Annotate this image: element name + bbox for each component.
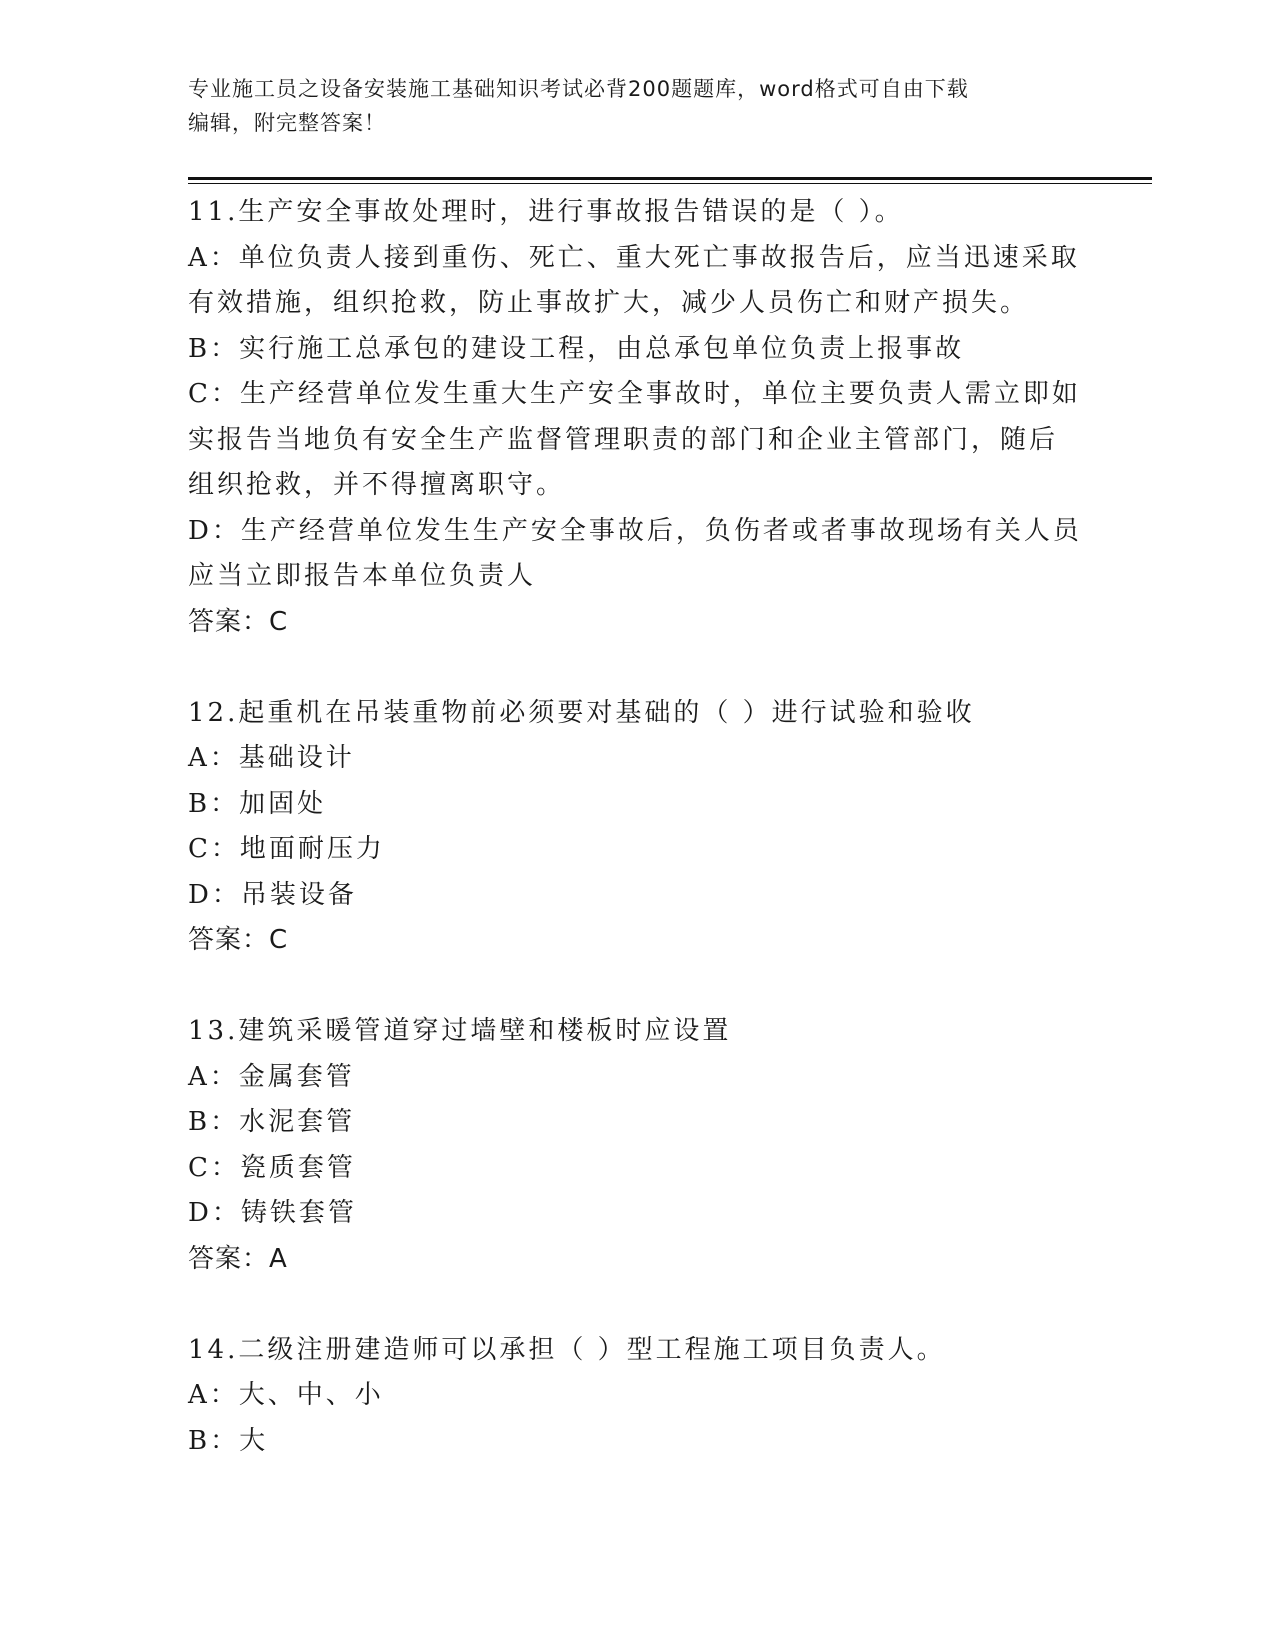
answer: 答案：C — [188, 606, 289, 637]
question-stem: 12.起重机在吊装重物前必须要对基础的（ ）进行试验和验收 — [188, 697, 975, 728]
question-11 — [188, 190, 1088, 645]
option-b: B：实行施工总承包的建设工程，由总承包单位负责上报事故 — [188, 333, 965, 364]
option-c-line-3: 组织抢救，并不得擅离职守。 — [188, 470, 566, 500]
question-13 — [188, 1009, 1088, 1282]
answer: 答案：C — [188, 925, 289, 955]
question-list — [188, 190, 1088, 1510]
answer: 答案：A — [188, 1243, 288, 1274]
option-a: A：大、中、小 — [188, 1380, 384, 1410]
question-stem: 13.建筑采暖管道穿过墙壁和楼板时应设置 — [188, 1016, 732, 1046]
option-c: C：地面耐压力 — [188, 834, 385, 864]
option-a-line-2: 有效措施，组织抢救，防止事故扩大，减少人员伤亡和财产损失。 — [188, 288, 1030, 318]
option-a: A：基础设计 — [188, 743, 355, 773]
option-b: B：水泥套管 — [188, 1107, 356, 1137]
option-d-line-1: D：生产经营单位发生生产安全事故后，负伤者或者事故现场有关人员 — [188, 515, 1082, 546]
question-12 — [188, 691, 1088, 964]
question-14 — [188, 1328, 1088, 1465]
question-stem: 14.二级注册建造师可以承担（ ）型工程施工项目负责人。 — [188, 1334, 946, 1365]
option-d: D：铸铁套管 — [188, 1198, 357, 1228]
option-a: A：金属套管 — [188, 1061, 355, 1092]
header-divider-thick — [188, 177, 1152, 180]
question-stem: 11.生产安全事故处理时，进行事故报告错误的是（ ）。 — [188, 197, 904, 227]
header-line-1: 专业施工员之设备安装施工基础知识考试必背200题题库，word格式可自由下载 — [188, 77, 969, 101]
header-divider-thin — [188, 183, 1152, 184]
option-b: B：大 — [188, 1425, 269, 1456]
option-c-line-2: 实报告当地负有安全生产监督管理职责的部门和企业主管部门，随后 — [188, 424, 1059, 455]
header-line-2: 编辑，附完整答案！ — [188, 111, 386, 135]
option-c-line-1: C：生产经营单位发生重大生产安全事故时，单位主要负责人需立即如 — [188, 379, 1081, 409]
option-b: B：加固处 — [188, 788, 327, 819]
option-a-line-1: A：单位负责人接到重伤、死亡、重大死亡事故报告后，应当迅速采取 — [188, 242, 1080, 273]
option-c: C：瓷质套管 — [188, 1152, 356, 1183]
option-d: D：吊装设备 — [188, 879, 357, 910]
document-header — [188, 72, 1068, 140]
option-d-line-2: 应当立即报告本单位负责人 — [188, 561, 537, 591]
